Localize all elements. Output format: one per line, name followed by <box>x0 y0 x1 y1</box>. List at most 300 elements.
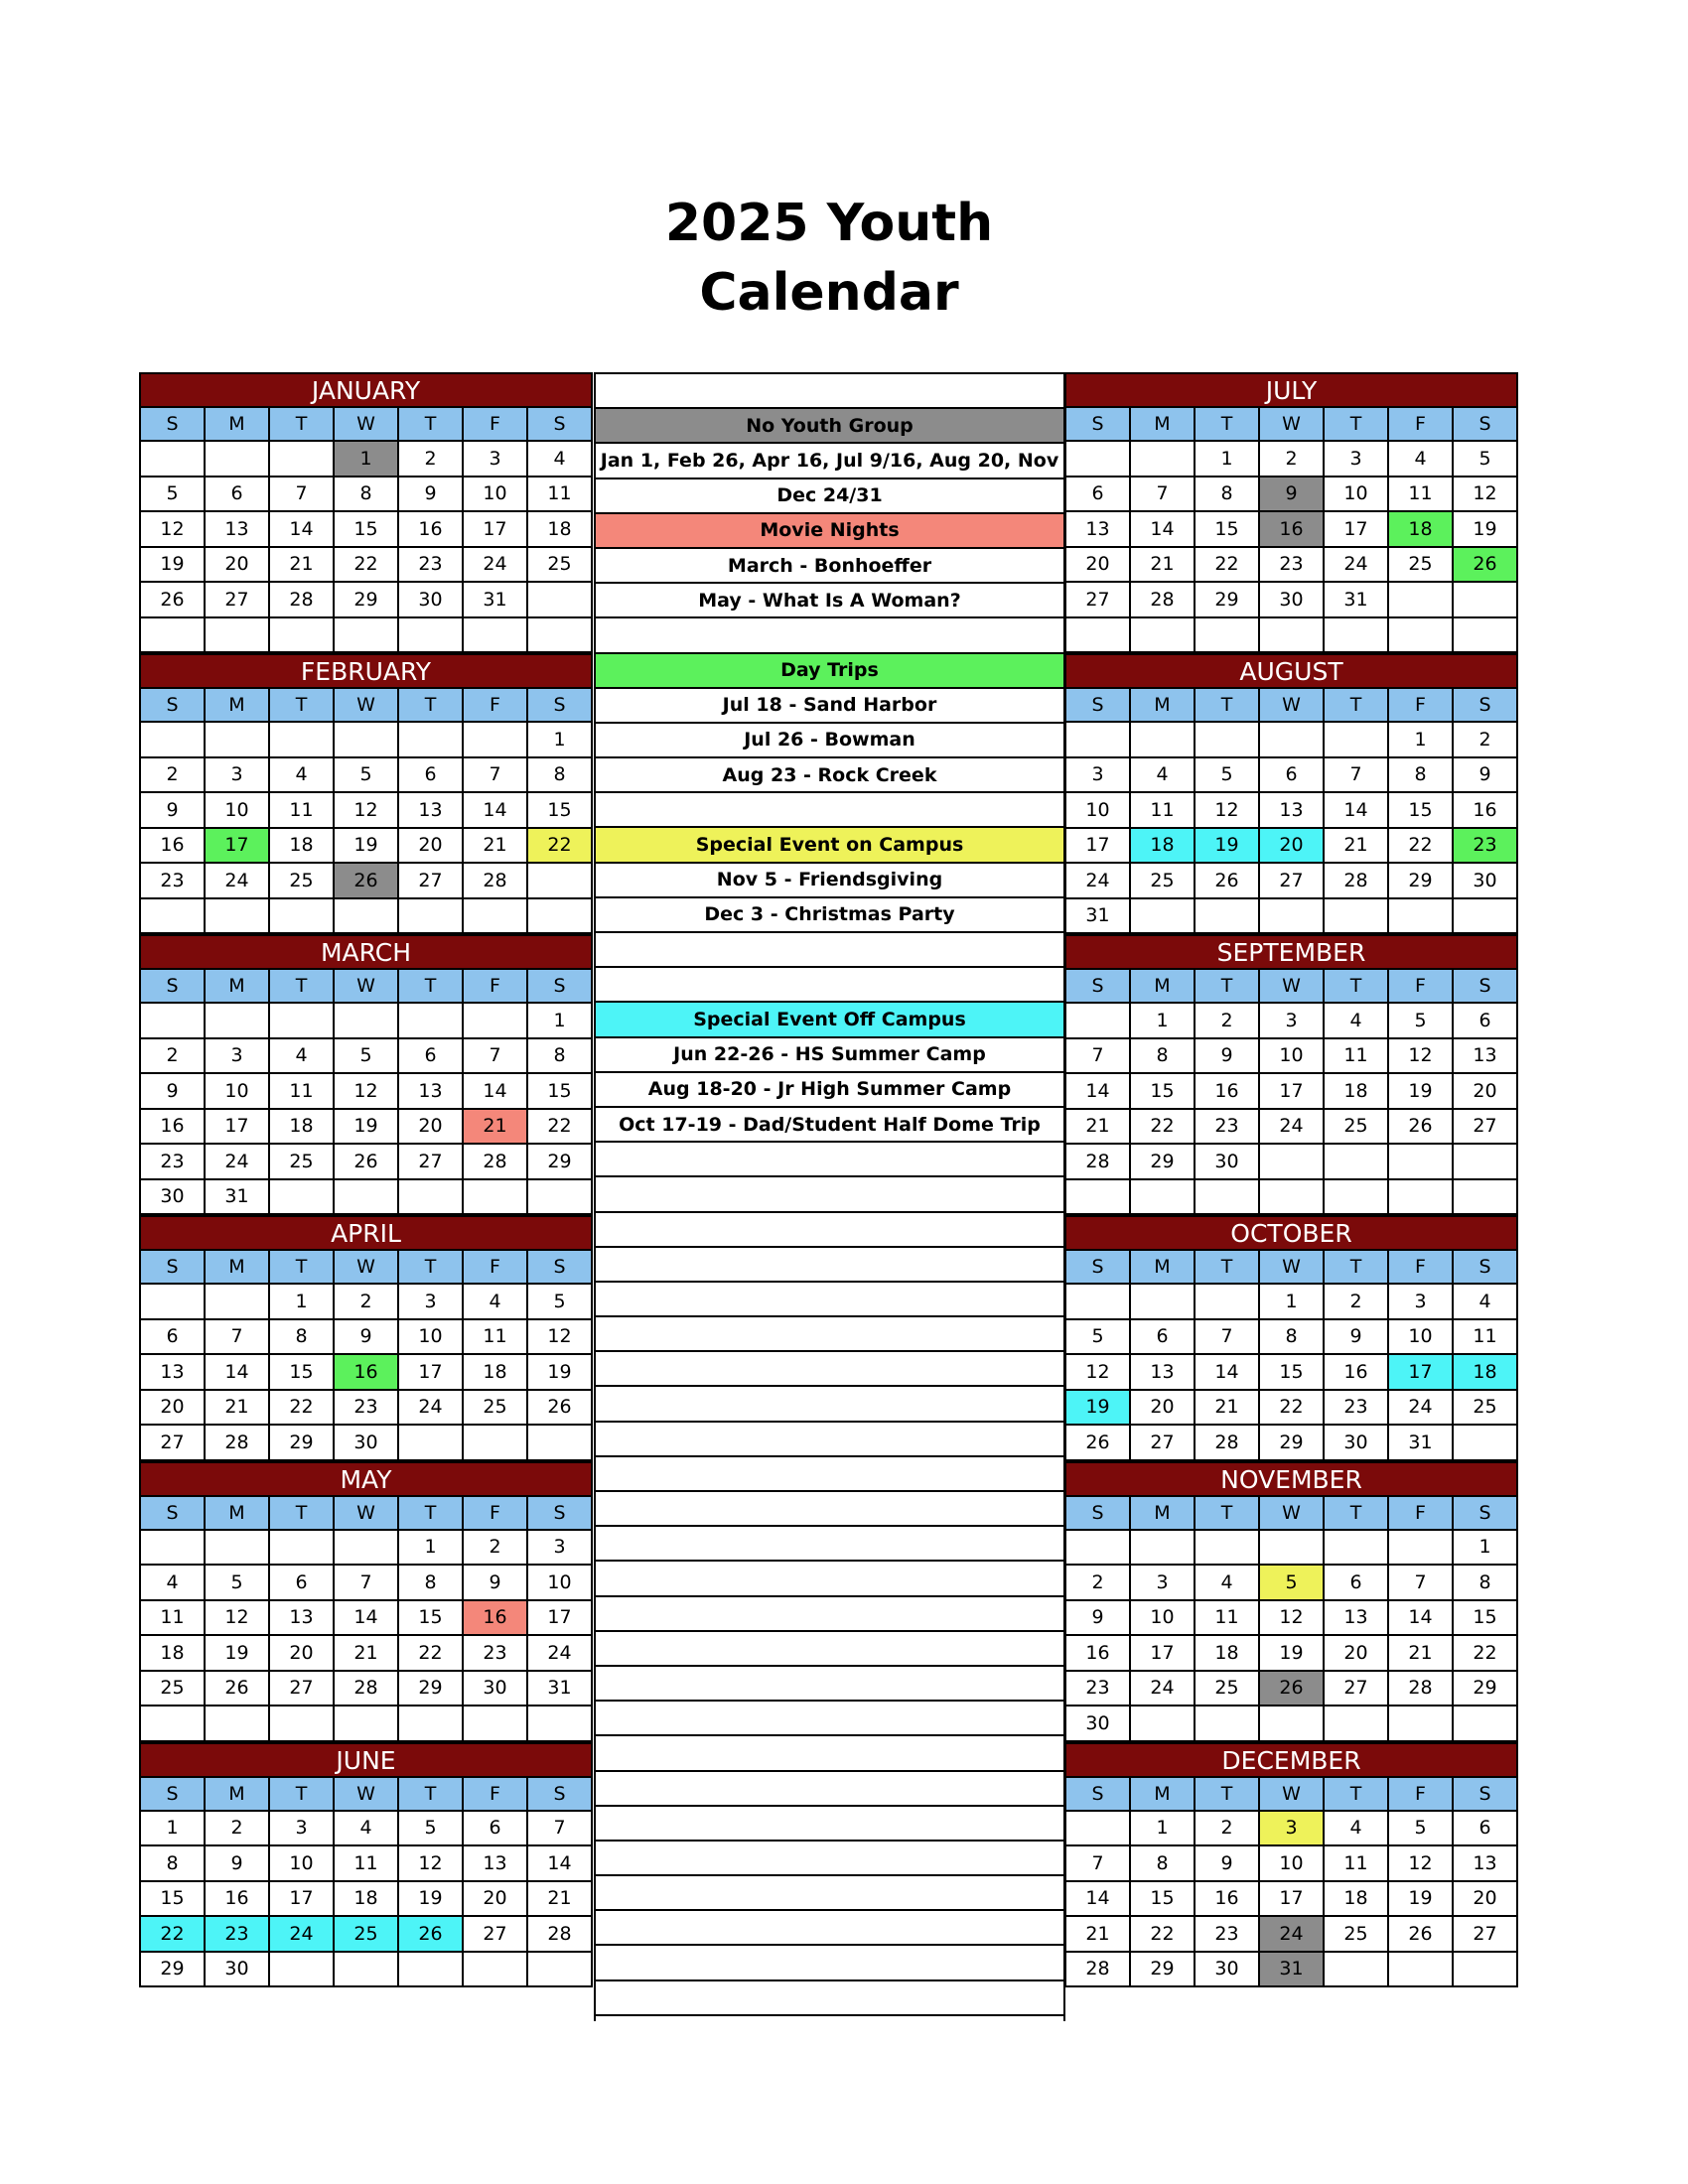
day-cell <box>1325 1531 1389 1567</box>
day-cell: 26 <box>335 1145 399 1180</box>
page-title <box>0 189 1658 328</box>
day-cell: 19 <box>1066 1391 1131 1427</box>
weekday-header: T <box>1325 1778 1389 1812</box>
day-cell: 28 <box>206 1426 270 1461</box>
day-cell: 1 <box>141 1812 206 1847</box>
weekday-header: S <box>1454 1778 1518 1812</box>
day-cell <box>1131 442 1196 478</box>
weekday-header: T <box>270 1778 335 1812</box>
day-cell <box>1066 1812 1131 1847</box>
day-cell: 6 <box>206 478 270 513</box>
day-cell: 21 <box>270 548 335 584</box>
month-march <box>139 934 593 1215</box>
day-cell <box>464 1004 528 1039</box>
month-november <box>1064 1461 1518 1742</box>
day-cell: 6 <box>1131 1320 1196 1356</box>
day-cell <box>1389 1531 1454 1567</box>
weekday-header: W <box>335 689 399 723</box>
weekday-header: S <box>1066 970 1131 1004</box>
day-cell: 4 <box>270 758 335 794</box>
day-cell: 21 <box>1389 1636 1454 1672</box>
day-cell: 28 <box>1066 1145 1131 1180</box>
day-cell <box>1325 1180 1389 1216</box>
day-cell <box>1325 899 1389 935</box>
weekday-header: S <box>141 1778 206 1812</box>
day-cell <box>1196 899 1260 935</box>
day-cell: 11 <box>270 793 335 829</box>
day-cell: 10 <box>1260 1039 1325 1075</box>
day-cell <box>270 899 335 935</box>
weekday-header: T <box>1325 689 1389 723</box>
month-grid <box>139 1776 593 1988</box>
weekday-header: S <box>1066 1778 1131 1812</box>
day-cell <box>1454 583 1518 618</box>
weekday-header: T <box>1196 1497 1260 1531</box>
day-cell: 26 <box>206 1672 270 1707</box>
day-cell <box>399 1706 464 1742</box>
day-cell: 16 <box>1196 1074 1260 1110</box>
day-cell: 12 <box>206 1601 270 1637</box>
month-grid <box>139 1495 593 1742</box>
day-cell: 6 <box>1325 1566 1389 1601</box>
day-cell: 7 <box>1131 478 1196 513</box>
title-line-1: 2025 Youth <box>664 194 994 253</box>
day-cell <box>1325 618 1389 654</box>
day-cell <box>1260 1531 1325 1567</box>
day-cell: 2 <box>1325 1285 1389 1320</box>
day-cell: 30 <box>141 1180 206 1216</box>
day-cell: 24 <box>1131 1672 1196 1707</box>
month-july <box>1064 372 1518 653</box>
weekday-header: W <box>1260 1778 1325 1812</box>
day-cell: 27 <box>1454 1917 1518 1953</box>
day-cell: 24 <box>1325 548 1389 584</box>
day-cell: 19 <box>1260 1636 1325 1672</box>
weekday-header: T <box>399 408 464 442</box>
day-cell: 8 <box>399 1566 464 1601</box>
day-cell: 9 <box>1066 1601 1131 1637</box>
day-cell: 14 <box>528 1846 593 1882</box>
weekday-header: F <box>464 1497 528 1531</box>
legend-category: Day Trips <box>596 654 1063 689</box>
legend-entry: Jan 1, Feb 26, Apr 16, Jul 9/16, Aug 20, Nov <box>596 444 1063 478</box>
day-cell: 19 <box>1389 1882 1454 1918</box>
month-grid <box>1064 968 1518 1215</box>
weekday-header: W <box>1260 689 1325 723</box>
weekday-header: W <box>1260 1497 1325 1531</box>
day-cell <box>528 1953 593 1988</box>
day-cell: 24 <box>1260 1110 1325 1146</box>
day-cell: 8 <box>1389 758 1454 794</box>
day-cell: 15 <box>270 1355 335 1391</box>
day-cell: 21 <box>1066 1110 1131 1146</box>
day-cell: 11 <box>528 478 593 513</box>
day-cell: 25 <box>270 1145 335 1180</box>
day-cell <box>528 618 593 654</box>
day-cell <box>464 618 528 654</box>
day-cell: 10 <box>399 1320 464 1356</box>
day-cell: 11 <box>1389 478 1454 513</box>
day-cell: 8 <box>270 1320 335 1356</box>
weekday-header: T <box>1196 1251 1260 1285</box>
day-cell: 4 <box>1325 1004 1389 1039</box>
day-cell: 11 <box>1325 1846 1389 1882</box>
day-cell: 26 <box>1196 864 1260 899</box>
day-cell: 29 <box>399 1672 464 1707</box>
day-cell: 30 <box>1066 1706 1131 1742</box>
day-cell: 26 <box>1454 548 1518 584</box>
weekday-header: S <box>528 408 593 442</box>
weekday-header: S <box>141 970 206 1004</box>
legend-entry: Aug 23 - Rock Creek <box>596 758 1063 793</box>
day-cell: 18 <box>1196 1636 1260 1672</box>
day-cell: 8 <box>1454 1566 1518 1601</box>
day-cell <box>206 618 270 654</box>
day-cell: 22 <box>335 548 399 584</box>
weekday-header: W <box>335 1251 399 1285</box>
day-cell: 23 <box>206 1917 270 1953</box>
day-cell: 23 <box>399 548 464 584</box>
day-cell: 3 <box>528 1531 593 1567</box>
day-cell: 5 <box>1389 1812 1454 1847</box>
day-cell: 12 <box>528 1320 593 1356</box>
day-cell: 4 <box>1325 1812 1389 1847</box>
day-cell: 23 <box>141 1145 206 1180</box>
day-cell: 12 <box>1454 478 1518 513</box>
day-cell: 26 <box>141 583 206 618</box>
day-cell: 2 <box>141 1039 206 1075</box>
day-cell: 7 <box>335 1566 399 1601</box>
month-title: OCTOBER <box>1064 1215 1518 1249</box>
month-title: MARCH <box>139 934 593 968</box>
day-cell: 11 <box>270 1074 335 1110</box>
weekday-header: T <box>270 1497 335 1531</box>
legend-entry: Jun 22-26 - HS Summer Camp <box>596 1038 1063 1073</box>
month-title: APRIL <box>139 1215 593 1249</box>
day-cell: 2 <box>464 1531 528 1567</box>
day-cell: 18 <box>270 829 335 865</box>
day-cell: 25 <box>528 548 593 584</box>
day-cell: 9 <box>206 1846 270 1882</box>
weekday-header: T <box>399 1778 464 1812</box>
day-cell: 10 <box>206 1074 270 1110</box>
day-cell: 23 <box>335 1391 399 1427</box>
month-title: DECEMBER <box>1064 1742 1518 1776</box>
day-cell: 5 <box>335 758 399 794</box>
day-cell: 26 <box>528 1391 593 1427</box>
weekday-header: F <box>1389 1497 1454 1531</box>
day-cell: 20 <box>464 1882 528 1918</box>
day-cell: 1 <box>335 442 399 478</box>
day-cell: 23 <box>1066 1672 1131 1707</box>
weekday-header: M <box>206 1251 270 1285</box>
day-cell: 6 <box>1454 1004 1518 1039</box>
month-title: JULY <box>1064 372 1518 406</box>
day-cell <box>141 1531 206 1567</box>
day-cell <box>335 618 399 654</box>
weekday-header: S <box>1066 408 1131 442</box>
day-cell: 7 <box>1196 1320 1260 1356</box>
day-cell: 3 <box>1066 758 1131 794</box>
day-cell: 25 <box>1454 1391 1518 1427</box>
day-cell <box>399 899 464 935</box>
day-cell: 22 <box>141 1917 206 1953</box>
day-cell: 5 <box>206 1566 270 1601</box>
day-cell <box>1260 723 1325 758</box>
legend-empty-row <box>596 1632 1063 1667</box>
legend-empty-row <box>596 1667 1063 1702</box>
day-cell: 21 <box>464 1110 528 1146</box>
day-cell <box>270 1531 335 1567</box>
legend-column <box>594 372 1065 2021</box>
weekday-header: S <box>141 408 206 442</box>
day-cell: 10 <box>1131 1601 1196 1637</box>
day-cell <box>141 442 206 478</box>
day-cell: 24 <box>1389 1391 1454 1427</box>
weekday-header: S <box>528 1251 593 1285</box>
day-cell: 20 <box>1454 1882 1518 1918</box>
weekday-header: F <box>1389 1251 1454 1285</box>
day-cell: 19 <box>1454 512 1518 548</box>
day-cell: 17 <box>1325 512 1389 548</box>
day-cell <box>1131 723 1196 758</box>
day-cell: 13 <box>1325 1601 1389 1637</box>
weekday-header: T <box>1325 1497 1389 1531</box>
day-cell: 21 <box>1196 1391 1260 1427</box>
day-cell <box>270 1180 335 1216</box>
day-cell: 28 <box>1325 864 1389 899</box>
day-cell: 14 <box>1389 1601 1454 1637</box>
legend-empty-row <box>596 1423 1063 1457</box>
day-cell <box>1454 1145 1518 1180</box>
day-cell: 31 <box>1389 1426 1454 1461</box>
day-cell: 24 <box>399 1391 464 1427</box>
legend-empty-row <box>596 1352 1063 1387</box>
day-cell: 28 <box>1389 1672 1454 1707</box>
day-cell: 18 <box>1389 512 1454 548</box>
day-cell: 13 <box>464 1846 528 1882</box>
legend-entry: Nov 5 - Friendsgiving <box>596 864 1063 898</box>
day-cell <box>1196 1180 1260 1216</box>
day-cell: 8 <box>335 478 399 513</box>
day-cell: 15 <box>1131 1882 1196 1918</box>
day-cell: 30 <box>335 1426 399 1461</box>
day-cell: 25 <box>1325 1917 1389 1953</box>
day-cell: 16 <box>464 1601 528 1637</box>
day-cell: 5 <box>399 1812 464 1847</box>
day-cell: 27 <box>141 1426 206 1461</box>
day-cell <box>1260 1706 1325 1742</box>
day-cell: 23 <box>141 864 206 899</box>
day-cell <box>141 618 206 654</box>
day-cell: 25 <box>141 1672 206 1707</box>
day-cell: 28 <box>1066 1953 1131 1988</box>
legend-entry: Jul 26 - Bowman <box>596 724 1063 758</box>
day-cell: 21 <box>206 1391 270 1427</box>
day-cell: 10 <box>528 1566 593 1601</box>
day-cell: 9 <box>1260 478 1325 513</box>
legend-empty-row <box>596 1736 1063 1771</box>
day-cell <box>464 723 528 758</box>
legend-empty-row <box>596 1597 1063 1632</box>
day-cell: 2 <box>335 1285 399 1320</box>
day-cell: 29 <box>1196 583 1260 618</box>
day-cell: 16 <box>1454 793 1518 829</box>
day-cell: 20 <box>1131 1391 1196 1427</box>
legend-entry: Dec 3 - Christmas Party <box>596 898 1063 933</box>
day-cell: 18 <box>141 1636 206 1672</box>
day-cell: 29 <box>1389 864 1454 899</box>
weekday-header: M <box>1131 408 1196 442</box>
day-cell: 23 <box>1260 548 1325 584</box>
day-cell: 7 <box>1325 758 1389 794</box>
legend-empty-row <box>596 1248 1063 1283</box>
day-cell: 3 <box>1131 1566 1196 1601</box>
day-cell: 7 <box>528 1812 593 1847</box>
legend-entry <box>596 793 1063 828</box>
weekday-header: S <box>1454 970 1518 1004</box>
legend-category: Special Event on Campus <box>596 828 1063 863</box>
day-cell: 13 <box>1260 793 1325 829</box>
day-cell: 16 <box>141 1110 206 1146</box>
day-cell: 11 <box>1196 1601 1260 1637</box>
day-cell: 2 <box>1196 1004 1260 1039</box>
month-grid <box>1064 1776 1518 1988</box>
weekday-header: S <box>141 1251 206 1285</box>
day-cell: 30 <box>399 583 464 618</box>
day-cell: 4 <box>464 1285 528 1320</box>
day-cell: 7 <box>464 758 528 794</box>
month-grid <box>1064 1495 1518 1742</box>
day-cell: 7 <box>1389 1566 1454 1601</box>
day-cell <box>270 618 335 654</box>
weekday-header: S <box>1454 408 1518 442</box>
legend-empty-row <box>596 1842 1063 1876</box>
month-february <box>139 653 593 934</box>
month-title: JANUARY <box>139 372 593 406</box>
day-cell: 1 <box>1196 442 1260 478</box>
day-cell: 4 <box>270 1039 335 1075</box>
day-cell: 13 <box>399 793 464 829</box>
day-cell: 22 <box>1196 548 1260 584</box>
day-cell <box>1131 899 1196 935</box>
day-cell: 7 <box>270 478 335 513</box>
day-cell: 5 <box>1454 442 1518 478</box>
day-cell: 28 <box>464 1145 528 1180</box>
legend-category: Special Event Off Campus <box>596 1003 1063 1037</box>
legend-empty-row <box>596 1213 1063 1248</box>
weekday-header: T <box>399 689 464 723</box>
day-cell: 17 <box>1260 1074 1325 1110</box>
day-cell: 5 <box>1066 1320 1131 1356</box>
day-cell: 8 <box>528 1039 593 1075</box>
month-title: SEPTEMBER <box>1064 934 1518 968</box>
weekday-header: F <box>464 689 528 723</box>
day-cell <box>1454 1426 1518 1461</box>
day-cell: 14 <box>464 793 528 829</box>
day-cell <box>206 1706 270 1742</box>
legend-entry <box>596 933 1063 968</box>
day-cell <box>399 1180 464 1216</box>
month-grid <box>139 406 593 653</box>
weekday-header: F <box>464 408 528 442</box>
day-cell: 18 <box>1325 1882 1389 1918</box>
day-cell: 9 <box>1196 1039 1260 1075</box>
day-cell: 20 <box>206 548 270 584</box>
legend-category: Movie Nights <box>596 514 1063 549</box>
day-cell <box>1066 618 1131 654</box>
day-cell: 21 <box>1066 1917 1131 1953</box>
day-cell: 27 <box>399 864 464 899</box>
day-cell <box>1260 1180 1325 1216</box>
weekday-header: W <box>335 1778 399 1812</box>
weekday-header: T <box>1196 970 1260 1004</box>
day-cell: 15 <box>141 1882 206 1918</box>
day-cell: 30 <box>206 1953 270 1988</box>
day-cell <box>1196 723 1260 758</box>
day-cell: 22 <box>270 1391 335 1427</box>
legend-empty-row <box>596 1807 1063 1842</box>
day-cell: 13 <box>1066 512 1131 548</box>
day-cell <box>528 1426 593 1461</box>
day-cell: 4 <box>335 1812 399 1847</box>
day-cell: 27 <box>1325 1672 1389 1707</box>
day-cell <box>335 1180 399 1216</box>
day-cell: 24 <box>206 864 270 899</box>
day-cell: 23 <box>1325 1391 1389 1427</box>
day-cell: 25 <box>1389 548 1454 584</box>
day-cell <box>335 1004 399 1039</box>
day-cell <box>1196 1285 1260 1320</box>
day-cell <box>141 723 206 758</box>
day-cell: 22 <box>1260 1391 1325 1427</box>
day-cell: 29 <box>1131 1145 1196 1180</box>
weekday-header: W <box>335 1497 399 1531</box>
day-cell <box>1325 1953 1389 1988</box>
weekday-header: T <box>1325 1251 1389 1285</box>
day-cell: 6 <box>1260 758 1325 794</box>
day-cell: 6 <box>464 1812 528 1847</box>
legend-entry: Oct 17-19 - Dad/Student Half Dome Trip <box>596 1108 1063 1143</box>
legend-empty-row <box>596 1981 1063 2016</box>
day-cell: 6 <box>141 1320 206 1356</box>
day-cell: 1 <box>1131 1812 1196 1847</box>
day-cell: 24 <box>270 1917 335 1953</box>
day-cell: 9 <box>141 793 206 829</box>
month-title: JUNE <box>139 1742 593 1776</box>
day-cell <box>1325 723 1389 758</box>
day-cell: 3 <box>206 758 270 794</box>
month-grid <box>139 968 593 1215</box>
weekday-header: M <box>206 1778 270 1812</box>
day-cell <box>1389 1145 1454 1180</box>
weekday-header: S <box>528 1497 593 1531</box>
month-title: MAY <box>139 1461 593 1495</box>
day-cell: 24 <box>1260 1917 1325 1953</box>
day-cell: 19 <box>399 1882 464 1918</box>
weekday-header: S <box>1066 1497 1131 1531</box>
day-cell: 27 <box>1260 864 1325 899</box>
day-cell <box>335 899 399 935</box>
day-cell: 4 <box>1389 442 1454 478</box>
legend-empty-row <box>596 1387 1063 1422</box>
day-cell: 26 <box>399 1917 464 1953</box>
day-cell: 8 <box>1131 1039 1196 1075</box>
day-cell <box>270 442 335 478</box>
day-cell: 19 <box>141 548 206 584</box>
day-cell <box>1325 1706 1389 1742</box>
day-cell: 20 <box>1454 1074 1518 1110</box>
